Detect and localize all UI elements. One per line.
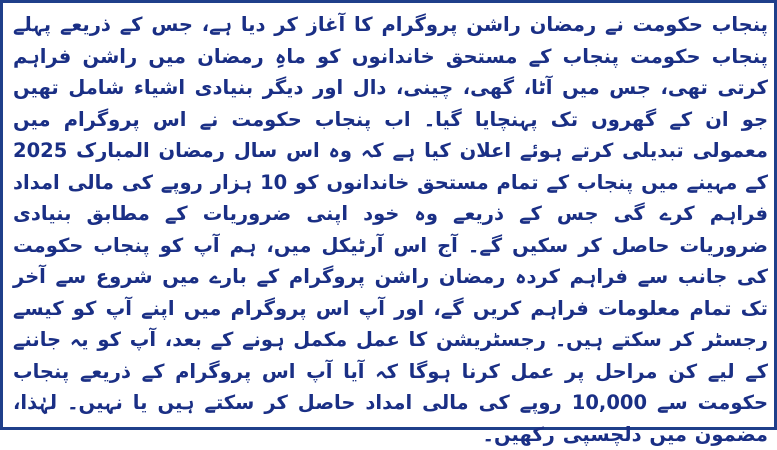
article-body [13, 9, 769, 446]
article-paragraph: پنجاب حکومت نے رمضان راشن پروگرام کا آغاز کر دیا ہے، جس کے ذریعے پہلے پنجاب حکومت پنجاب کے مستحق خاندانوں کو ماہِ رمضان میں راشن فراہم کرتی تھی، جس میں آٹا، گھی، چینی، دال اور دیگر بنیادی اشیاء شامل تھیں جو ان کے گھروں تک پہنچایا گیا۔ اب پنجاب حکومت نے اس پروگرام میں معمولی تبدیلی کرتے ہوئے اعلان کیا ہے کہ وہ اس سال رمضان المبارک 2025 کے مہینے میں پنجاب کے تمام مستحق خاندانوں کو 10 ہزار روپے کی مالی امداد فراہم کرے گی جس کے ذریعے وہ خود اپنی ضروریات کے مطابق بنیادی ضروریات حاصل کر سکیں گے۔ آج اس آرٹیکل میں، ہم آپ کو پنجاب حکومت کی جانب سے فراہم کردہ رمضان راشن پروگرام کے بارے میں شروع سے آخر تک تمام معلومات فراہم کریں گے، اور آپ اس پروگرام میں اپنے آپ کو کیسے رجسٹر کر سکتے ہیں۔ رجسٹریشن کا عمل مکمل ہونے کے بعد، آپ کو یہ جاننے کے لیے کن مراحل پر عمل کرنا ہوگا کہ آیا آپ اس پروگرام کے ذریعے پنجاب حکومت سے 10,000 روپے کی مالی امداد حاصل کر سکتے ہیں یا نہیں۔ لہٰذا، مضمون میں دلچسپی رکھیں۔ [13, 13, 769, 446]
